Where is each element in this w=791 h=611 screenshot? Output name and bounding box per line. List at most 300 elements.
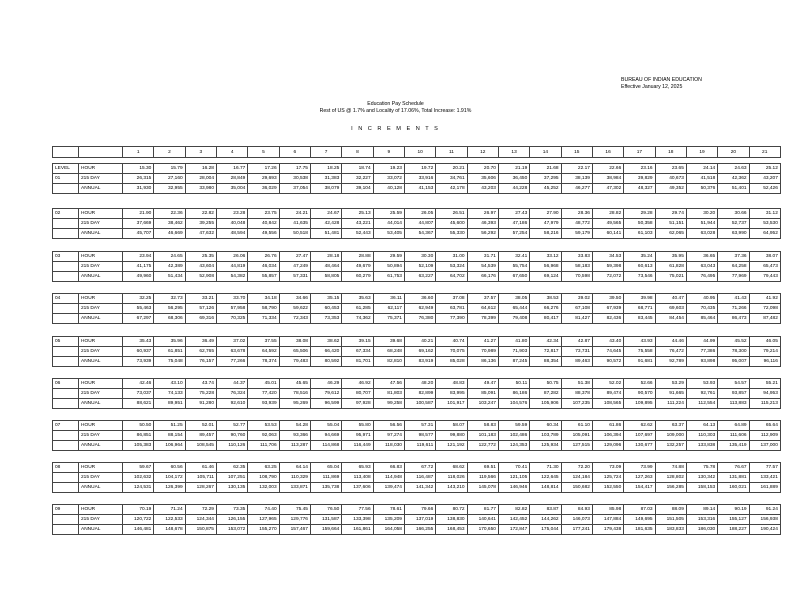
level-table-08 <box>52 462 781 493</box>
pay-cell: 29.28 <box>624 209 655 219</box>
pay-cell: 46,277 <box>561 184 592 194</box>
pay-cell: 108,790 <box>248 473 279 483</box>
pay-cell: 54,382 <box>216 272 247 282</box>
level-cell <box>53 473 79 483</box>
pay-cell: 74.88 <box>655 463 686 473</box>
pay-cell: 82,810 <box>373 357 404 367</box>
pay-cell: 48,464 <box>310 262 341 272</box>
pay-cell: 40.95 <box>686 294 717 304</box>
pay-cell: 70,598 <box>561 272 592 282</box>
pay-cell: 35.43 <box>123 337 154 347</box>
pay-row-hour <box>53 421 781 431</box>
pay-row-day215 <box>53 389 781 399</box>
pay-row-annual <box>53 229 781 239</box>
row-type-label: HOUR <box>79 164 123 174</box>
pay-cell: 38.05 <box>498 294 529 304</box>
pay-cell: 38.07 <box>749 252 780 262</box>
row-type-label: HOUR <box>79 294 123 304</box>
pay-cell: 22.17 <box>561 164 592 174</box>
pay-cell: 37,054 <box>279 184 310 194</box>
row-type-label: 215 DAY <box>79 389 123 399</box>
pay-cell: 20.21 <box>436 164 467 174</box>
pay-cell: 121,105 <box>498 473 529 483</box>
pay-cell: 31.71 <box>467 252 498 262</box>
row-type-label: ANNUAL <box>79 525 123 535</box>
pay-cell: 61.10 <box>561 421 592 431</box>
pay-cell: 23.94 <box>123 252 154 262</box>
pay-cell: 46,393 <box>467 219 498 229</box>
step-header-cell: 3 <box>185 147 216 158</box>
step-header-cell: 16 <box>592 147 623 158</box>
pay-cell: 46.05 <box>749 337 780 347</box>
pay-cell: 29.59 <box>373 252 404 262</box>
pay-cell: 146,946 <box>498 483 529 493</box>
pay-cell: 58,790 <box>248 304 279 314</box>
pay-cell: 31,930 <box>123 184 154 194</box>
pay-cell: 144,262 <box>530 515 561 525</box>
pay-cell: 95,269 <box>279 399 310 409</box>
pay-cell: 145,078 <box>467 483 498 493</box>
pay-cell: 77.57 <box>749 463 780 473</box>
pay-cell: 38,079 <box>310 184 341 194</box>
pay-cell: 53,324 <box>436 262 467 272</box>
pay-cell: 47.56 <box>373 379 404 389</box>
pay-cell: 47,302 <box>592 184 623 194</box>
pay-cell: 40,048 <box>216 219 247 229</box>
step-header-cell: 5 <box>248 147 279 158</box>
pay-cell: 66,276 <box>530 304 561 314</box>
pay-cell: 71.24 <box>154 505 185 515</box>
pay-cell: 37,669 <box>123 219 154 229</box>
level-table-06 <box>52 378 781 409</box>
pay-cell: 34.53 <box>592 252 623 262</box>
level-number: 08 <box>53 463 79 473</box>
row-type-label: ANNUAL <box>79 229 123 239</box>
pay-cell: 25.12 <box>749 164 780 174</box>
header-right <box>621 77 702 91</box>
pay-cell: 39,104 <box>342 184 373 194</box>
pay-cell: 43,221 <box>342 219 373 229</box>
pay-cell: 109,895 <box>624 399 655 409</box>
step-header-cell: 20 <box>718 147 749 158</box>
pay-cell: 74,133 <box>154 389 185 399</box>
pay-cell: 76.67 <box>718 463 749 473</box>
pay-cell: 28.82 <box>592 209 623 219</box>
pay-cell: 48.20 <box>404 379 435 389</box>
pay-cell: 24.21 <box>279 209 310 219</box>
pay-cell: 85.98 <box>592 505 623 515</box>
pay-cell: 50,376 <box>686 184 717 194</box>
pay-cell: 64,952 <box>749 229 780 239</box>
pay-cell: 186,030 <box>686 525 717 535</box>
pay-cell: 43,604 <box>185 262 216 272</box>
pay-cell: 175,044 <box>530 525 561 535</box>
steps-header-table <box>52 146 781 158</box>
pay-cell: 32.73 <box>154 294 185 304</box>
row-type-label: 215 DAY <box>79 515 123 525</box>
pay-cell: 68,248 <box>373 347 404 357</box>
pay-cell: 53,405 <box>373 229 404 239</box>
pay-cell: 179,438 <box>592 525 623 535</box>
pay-cell: 54.28 <box>279 421 310 431</box>
pay-cell: 70.41 <box>498 463 529 473</box>
pay-cell: 66,420 <box>310 347 341 357</box>
row-type-label: 215 DAY <box>79 347 123 357</box>
pay-cell: 76.50 <box>310 505 341 515</box>
pay-cell: 75,048 <box>154 357 185 367</box>
pay-cell: 63,990 <box>718 229 749 239</box>
pay-cell: 45.01 <box>248 379 279 389</box>
step-header-cell: 9 <box>373 147 404 158</box>
level-cell <box>53 304 79 314</box>
pay-cell: 48,327 <box>624 184 655 194</box>
pay-cell: 37.02 <box>216 337 247 347</box>
pay-cell: 40.47 <box>655 294 686 304</box>
pay-cell: 70.19 <box>123 505 154 515</box>
pay-row-hour <box>53 379 781 389</box>
pay-cell: 57.31 <box>404 421 435 431</box>
pay-cell: 33.83 <box>561 252 592 262</box>
pay-cell: 78,399 <box>467 314 498 324</box>
pay-cell: 79,483 <box>279 357 310 367</box>
pay-cell: 78,374 <box>248 357 279 367</box>
pay-cell: 15.79 <box>154 164 185 174</box>
pay-cell: 70,989 <box>467 347 498 357</box>
pay-cell: 59.67 <box>123 463 154 473</box>
pay-cell: 43.10 <box>154 379 185 389</box>
pay-cell: 89.14 <box>686 505 717 515</box>
pay-cell: 155,127 <box>718 515 749 525</box>
row-type-label: 215 DAY <box>79 304 123 314</box>
pay-cell: 103,247 <box>467 399 498 409</box>
pay-cell: 44.99 <box>686 337 717 347</box>
pay-cell: 63,678 <box>216 347 247 357</box>
pay-cell: 39,829 <box>624 174 655 184</box>
steps-blank-cell <box>53 147 79 158</box>
pay-cell: 91,681 <box>624 357 655 367</box>
pay-cell: 32,227 <box>342 174 373 184</box>
pay-cell: 137,000 <box>749 441 780 451</box>
pay-row-hour <box>53 209 781 219</box>
pay-row-annual <box>53 314 781 324</box>
pay-cell: 52,737 <box>718 219 749 229</box>
pay-row-annual <box>53 483 781 493</box>
pay-cell: 38,462 <box>154 219 185 229</box>
pay-cell: 45,600 <box>436 219 467 229</box>
pay-cell: 33,072 <box>373 174 404 184</box>
pay-cell: 64,612 <box>467 304 498 314</box>
pay-cell: 166,255 <box>404 525 435 535</box>
pay-cell: 55,330 <box>436 229 467 239</box>
pay-cell: 49,960 <box>123 272 154 282</box>
pay-cell: 113,883 <box>718 399 749 409</box>
pay-cell: 107,235 <box>561 399 592 409</box>
pay-cell: 23.65 <box>655 164 686 174</box>
pay-cell: 150,682 <box>561 483 592 493</box>
pay-cell: 59,179 <box>561 229 592 239</box>
level-table-07 <box>52 420 781 451</box>
pay-cell: 55,463 <box>123 304 154 314</box>
pay-cell: 27.43 <box>498 209 529 219</box>
pay-cell: 51,434 <box>154 272 185 282</box>
pay-cell: 122,533 <box>154 515 185 525</box>
pay-cell: 86,473 <box>718 314 749 324</box>
pay-cell: 74,362 <box>342 314 373 324</box>
pay-cell: 55.80 <box>342 421 373 431</box>
pay-cell: 66,176 <box>467 272 498 282</box>
pay-cell: 86,186 <box>498 389 529 399</box>
step-header-cell: 10 <box>404 147 435 158</box>
pay-cell: 71.30 <box>530 463 561 473</box>
pay-cell: 65,506 <box>279 347 310 357</box>
schedule-title: Education Pay Schedule <box>367 101 424 107</box>
level-number: 04 <box>53 294 79 304</box>
row-type-label: HOUR <box>79 252 123 262</box>
pay-cell: 177,241 <box>561 525 592 535</box>
pay-cell: 95,007 <box>718 357 749 367</box>
row-type-label: HOUR <box>79 421 123 431</box>
step-header-cell: 2 <box>154 147 185 158</box>
pay-cell: 60,453 <box>310 304 341 314</box>
pay-cell: 38,984 <box>592 174 623 184</box>
pay-cell: 67,334 <box>342 347 373 357</box>
bureau-name: BUREAU OF INDIAN EDUCATION <box>621 77 702 83</box>
row-type-label: 215 DAY <box>79 431 123 441</box>
pay-cell: 159,664 <box>310 525 341 535</box>
pay-cell: 147,884 <box>592 515 623 525</box>
pay-cell: 28,004 <box>185 174 216 184</box>
pay-cell: 87.03 <box>624 505 655 515</box>
pay-cell: 76,495 <box>686 272 717 282</box>
pay-cell: 31,383 <box>310 174 341 184</box>
pay-cell: 73.99 <box>624 463 655 473</box>
pay-cell: 40,842 <box>248 219 279 229</box>
pay-cell: 87,282 <box>530 389 561 399</box>
pay-cell: 76,324 <box>216 389 247 399</box>
pay-cell: 161,861 <box>342 525 373 535</box>
row-type-label: ANNUAL <box>79 483 123 493</box>
pay-cell: 78,300 <box>718 347 749 357</box>
pay-cell: 42,178 <box>436 184 467 194</box>
pay-cell: 63.25 <box>248 463 279 473</box>
pay-cell: 24.67 <box>310 209 341 219</box>
pay-cell: 125,934 <box>530 441 561 451</box>
effective-date: Effective January 12, 2025 <box>621 83 683 90</box>
level-cell <box>53 184 79 194</box>
pay-cell: 92,761 <box>686 389 717 399</box>
pay-cell: 30,538 <box>279 174 310 184</box>
pay-cell: 56.56 <box>373 421 404 431</box>
pay-cell: 36.65 <box>686 252 717 262</box>
pay-cell: 104,172 <box>154 473 185 483</box>
pay-cell: 28.18 <box>310 252 341 262</box>
pay-cell: 53.93 <box>686 379 717 389</box>
pay-cell: 76,472 <box>655 347 686 357</box>
pay-cell: 31.12 <box>749 209 780 219</box>
pay-cell: 44,014 <box>373 219 404 229</box>
pay-cell: 35.96 <box>154 337 185 347</box>
pay-row-annual <box>53 399 781 409</box>
pay-cell: 41.27 <box>467 337 498 347</box>
pay-cell: 91,280 <box>185 399 216 409</box>
pay-cell: 105,906 <box>530 399 561 409</box>
pay-cell: 51,481 <box>310 229 341 239</box>
pay-cell: 83.87 <box>530 505 561 515</box>
pay-cell: 112,554 <box>686 399 717 409</box>
step-header-cell: 1 <box>123 147 154 158</box>
pay-cell: 52,443 <box>342 229 373 239</box>
pay-cell: 42,428 <box>310 219 341 229</box>
pay-cell: 115,213 <box>749 399 780 409</box>
pay-cell: 34,761 <box>436 174 467 184</box>
row-type-label: ANNUAL <box>79 357 123 367</box>
level-table-02 <box>52 208 781 239</box>
pay-cell: 153,316 <box>686 515 717 525</box>
pay-cell: 181,635 <box>624 525 655 535</box>
level-cell <box>53 229 79 239</box>
pay-cell: 82.82 <box>498 505 529 515</box>
pay-cell: 89,463 <box>561 357 592 367</box>
pay-cell: 92,789 <box>655 357 686 367</box>
pay-cell: 83,445 <box>624 314 655 324</box>
pay-cell: 39.02 <box>561 294 592 304</box>
pay-cell: 82,436 <box>592 314 623 324</box>
pay-cell: 84.93 <box>561 505 592 515</box>
pay-cell: 108,545 <box>185 441 216 451</box>
pay-cell: 127,965 <box>248 515 279 525</box>
pay-cell: 62,065 <box>655 229 686 239</box>
pay-cell: 33,916 <box>404 174 435 184</box>
pay-cell: 46,034 <box>248 262 279 272</box>
step-header-cell: 12 <box>467 147 498 158</box>
pay-row-day215 <box>53 431 781 441</box>
step-header-cell: 19 <box>686 147 717 158</box>
pay-cell: 32.41 <box>498 252 529 262</box>
pay-cell: 188,227 <box>718 525 749 535</box>
pay-cell: 58.07 <box>436 421 467 431</box>
pay-cell: 86,136 <box>467 357 498 367</box>
pay-cell: 18.25 <box>310 164 341 174</box>
pay-cell: 111,224 <box>655 399 686 409</box>
level-table-04 <box>52 293 781 324</box>
pay-cell: 61,103 <box>624 229 655 239</box>
increments-label: I N C R E M E N T S <box>351 126 440 132</box>
pay-cell: 154,417 <box>624 483 655 493</box>
level-table-01 <box>52 163 781 194</box>
pay-cell: 85,464 <box>686 314 717 324</box>
pay-cell: 22.82 <box>185 209 216 219</box>
pay-cell: 21.68 <box>530 164 561 174</box>
pay-cell: 41.92 <box>749 294 780 304</box>
pay-cell: 46,669 <box>154 229 185 239</box>
pay-cell: 79,214 <box>749 347 780 357</box>
pay-cell: 152,550 <box>592 483 623 493</box>
pay-cell: 60,937 <box>123 347 154 357</box>
level-cell <box>53 399 79 409</box>
pay-cell: 127,515 <box>561 441 592 451</box>
pay-cell: 79,443 <box>749 272 780 282</box>
pay-cell: 172,847 <box>498 525 529 535</box>
pay-cell: 26.76 <box>248 252 279 262</box>
pay-cell: 112,909 <box>749 431 780 441</box>
pay-cell: 43,207 <box>749 174 780 184</box>
pay-cell: 70,435 <box>686 304 717 314</box>
pay-cell: 80,707 <box>342 389 373 399</box>
pay-cell: 132,257 <box>655 441 686 451</box>
pay-cell: 72,072 <box>592 272 623 282</box>
step-header-cell: 15 <box>561 147 592 158</box>
pay-cell: 70,075 <box>436 347 467 357</box>
step-header-cell: 11 <box>436 147 467 158</box>
level-number: 05 <box>53 337 79 347</box>
row-type-label: HOUR <box>79 379 123 389</box>
pay-cell: 122,645 <box>530 473 561 483</box>
pay-cell: 126,155 <box>216 515 247 525</box>
pay-cell: 105,091 <box>561 431 592 441</box>
pay-cell: 48,594 <box>216 229 247 239</box>
pay-cell: 20.70 <box>467 164 498 174</box>
pay-cell: 44,228 <box>498 184 529 194</box>
pay-cell: 56,295 <box>154 304 185 314</box>
pay-cell: 43.93 <box>624 337 655 347</box>
pay-cell: 40.21 <box>404 337 435 347</box>
level-cell <box>53 357 79 367</box>
pay-cell: 76,380 <box>404 314 435 324</box>
pay-cell: 54,367 <box>404 229 435 239</box>
pay-cell: 151,505 <box>655 515 686 525</box>
pay-cell: 133,421 <box>749 473 780 483</box>
pay-cell: 56,292 <box>467 229 498 239</box>
pay-cell: 51,151 <box>655 219 686 229</box>
pay-cell: 59,398 <box>592 262 623 272</box>
pay-cell: 38.53 <box>530 294 561 304</box>
pay-cell: 113,287 <box>279 441 310 451</box>
pay-cell: 23.75 <box>248 209 279 219</box>
pay-cell: 39.50 <box>592 294 623 304</box>
pay-cell: 64.89 <box>718 421 749 431</box>
pay-cell: 80.72 <box>436 505 467 515</box>
step-header-cell: 6 <box>279 147 310 158</box>
pay-cell: 133,398 <box>342 515 373 525</box>
pay-cell: 135,209 <box>373 515 404 525</box>
pay-cell: 140,641 <box>467 515 498 525</box>
pay-cell: 128,267 <box>185 483 216 493</box>
pay-cell: 133,871 <box>279 483 310 493</box>
pay-row-hour <box>53 505 781 515</box>
pay-cell: 42,389 <box>154 262 185 272</box>
steps-header-row <box>53 147 781 158</box>
pay-cell: 139,474 <box>373 483 404 493</box>
pay-cell: 47,632 <box>185 229 216 239</box>
row-type-label: HOUR <box>79 337 123 347</box>
pay-cell: 72,098 <box>749 304 780 314</box>
pay-cell: 62,765 <box>185 347 216 357</box>
pay-cell: 69,162 <box>404 347 435 357</box>
pay-cell: 55,754 <box>498 262 529 272</box>
pay-cell: 81,427 <box>561 314 592 324</box>
pay-cell: 47,979 <box>530 219 561 229</box>
pay-cell: 138,830 <box>436 515 467 525</box>
pay-cell: 85,091 <box>467 389 498 399</box>
pay-cell: 59,622 <box>279 304 310 314</box>
step-header-cell: 7 <box>310 147 341 158</box>
pay-cell: 127,263 <box>624 473 655 483</box>
pay-cell: 32,955 <box>154 184 185 194</box>
pay-cell: 128,802 <box>655 473 686 483</box>
pay-cell: 69,316 <box>185 314 216 324</box>
pay-cell: 137,606 <box>342 483 373 493</box>
pay-cell: 109,000 <box>655 431 686 441</box>
